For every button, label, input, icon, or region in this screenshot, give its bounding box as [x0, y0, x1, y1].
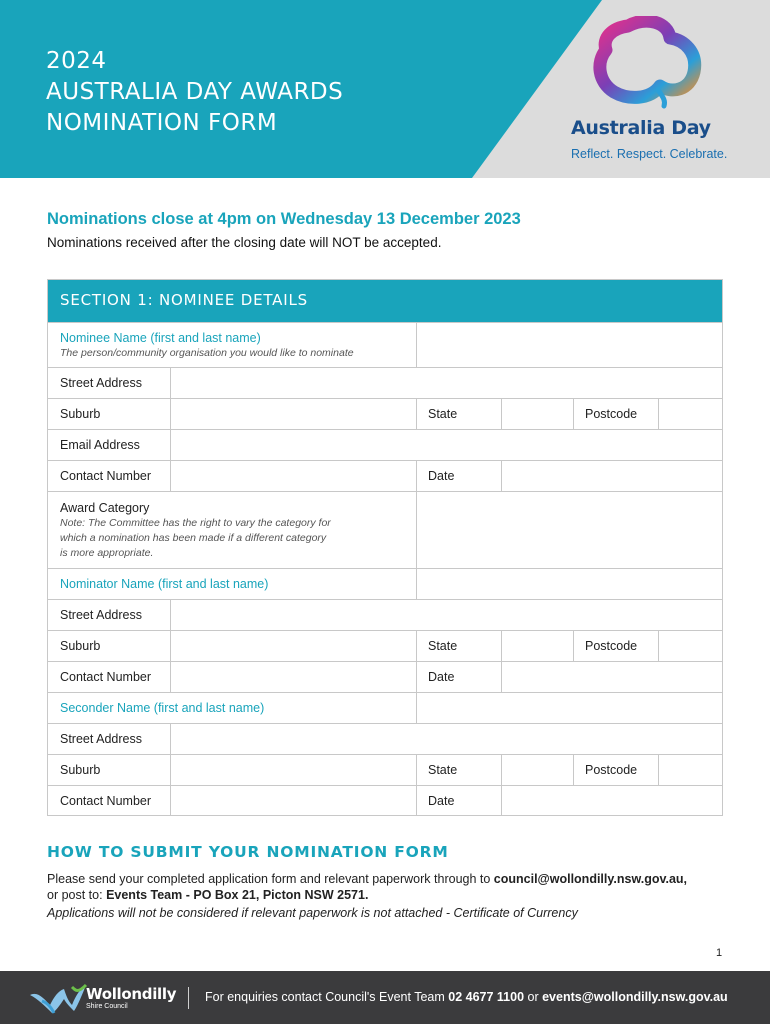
brand-tagline: Reflect. Respect. Celebrate. — [571, 147, 728, 161]
email-address-label: Email Address — [60, 438, 140, 452]
street-address-label: Street Address — [60, 376, 142, 390]
nominator-street-field[interactable] — [171, 600, 722, 630]
seconder-date-field[interactable] — [502, 786, 722, 816]
nominee-contact-field[interactable] — [171, 461, 416, 491]
australia-day-logo — [588, 16, 708, 111]
nominator-name-field[interactable] — [417, 569, 722, 599]
seconder-name-row — [48, 692, 722, 723]
seconder-state-field[interactable] — [502, 755, 573, 785]
council-email-link[interactable]: council@wollondilly.nsw.gov.au, — [493, 872, 688, 886]
seconder-suburb-field[interactable] — [171, 755, 416, 785]
nominee-email-row — [48, 429, 722, 460]
nominee-street-field[interactable] — [171, 368, 722, 398]
nominee-date-field[interactable] — [502, 461, 722, 491]
section-title: SECTION 1: NOMINEE DETAILS — [48, 280, 722, 322]
nominee-name-row — [48, 322, 722, 367]
award-category-label: Award Category — [60, 501, 150, 515]
seconder-name-field[interactable] — [417, 693, 722, 723]
award-category-field[interactable] — [417, 492, 722, 568]
street-address-label: Street Address — [60, 608, 142, 622]
date-label: Date — [428, 670, 455, 684]
postcode-label: Postcode — [585, 763, 638, 777]
nominee-street-row — [48, 367, 722, 398]
seconder-postcode-field[interactable] — [659, 755, 722, 785]
suburb-label: Suburb — [60, 407, 101, 421]
nominator-suburb-field[interactable] — [171, 631, 416, 661]
submit-heading: HOW TO SUBMIT YOUR NOMINATION FORM — [47, 843, 449, 861]
date-label: Date — [428, 469, 455, 483]
state-label: State — [428, 763, 458, 777]
form-title: 2024 AUSTRALIA DAY AWARDS NOMINATION FORM — [46, 48, 344, 136]
seconder-street-field[interactable] — [171, 724, 722, 754]
nominee-state-field[interactable] — [502, 399, 573, 429]
state-label: State — [428, 639, 458, 653]
seconder-contact-field[interactable] — [171, 786, 416, 816]
nominator-postcode-field[interactable] — [659, 631, 722, 661]
postcode-label: Postcode — [585, 639, 638, 653]
award-category-note-line1: Note: The Committee has the right to vary the category for — [60, 517, 331, 529]
nominator-date-field[interactable] — [502, 662, 722, 692]
page-number: 1 — [716, 947, 723, 959]
org-name: Wollondilly — [86, 985, 177, 1003]
seconder-suburb-row — [48, 754, 722, 785]
award-category-note-line2: which a nomination has been made if a different category — [60, 532, 327, 544]
suburb-label: Suburb — [60, 639, 101, 653]
wollondilly-logo-icon — [28, 981, 88, 1015]
seconder-street-row — [48, 723, 722, 754]
nominator-state-field[interactable] — [502, 631, 573, 661]
award-category-row — [48, 491, 722, 568]
footer-divider — [188, 987, 189, 1009]
seconder-name-label: Seconder Name (first and last name) — [60, 701, 265, 715]
closing-date-heading: Nominations close at 4pm on Wednesday 13 December 2023 — [47, 210, 521, 228]
seconder-contact-row — [48, 785, 722, 816]
contact-number-label: Contact Number — [60, 670, 152, 684]
nominee-name-note: The person/community organisation you would like to nominate — [60, 347, 354, 359]
footer-contact: For enquiries contact Council's Event Team 02 4677 1100 or events@wollondilly.nsw.gov.au — [205, 990, 728, 1004]
state-label: State — [428, 407, 458, 421]
date-label: Date — [428, 794, 455, 808]
footer — [0, 971, 770, 1024]
postcode-label: Postcode — [585, 407, 638, 421]
contact-number-label: Contact Number — [60, 469, 152, 483]
nominee-suburb-field[interactable] — [171, 399, 416, 429]
nominee-name-field[interactable] — [417, 323, 722, 367]
street-address-label: Street Address — [60, 732, 142, 746]
suburb-label: Suburb — [60, 763, 101, 777]
nominee-postcode-field[interactable] — [659, 399, 722, 429]
postal-address: Events Team - PO Box 21, Picton NSW 2571. — [106, 888, 369, 902]
nominator-name-row — [48, 568, 722, 599]
submit-instructions: Please send your completed application form and relevant paperwork through to council@wollondilly.nsw.gov.au, or post to: Events Team - PO Box 21, Picton NSW 2571. — [47, 872, 688, 902]
phone-number[interactable]: 02 4677 1100 — [448, 990, 525, 1004]
nominee-contact-row — [48, 460, 722, 491]
submit-note: Applications will not be considered if relevant paperwork is not attached - Certificate of Currency — [47, 906, 578, 920]
header-banner — [0, 0, 770, 178]
nominator-name-label: Nominator Name (first and last name) — [60, 577, 269, 591]
nominee-email-field[interactable] — [171, 430, 722, 460]
nominator-contact-field[interactable] — [171, 662, 416, 692]
nominator-suburb-row — [48, 630, 722, 661]
closing-date-note: Nominations received after the closing date will NOT be accepted. — [47, 235, 442, 250]
events-email-link[interactable]: events@wollondilly.nsw.gov.au — [542, 990, 728, 1004]
nominator-street-row — [48, 599, 722, 630]
award-category-note-line3: is more appropriate. — [60, 547, 154, 559]
nominee-suburb-row — [48, 398, 722, 429]
contact-number-label: Contact Number — [60, 794, 152, 808]
nominee-details-form — [47, 279, 723, 816]
nominator-contact-row — [48, 661, 722, 692]
brand-name: Australia Day — [571, 117, 711, 139]
nominee-name-label: Nominee Name (first and last name) — [60, 331, 261, 345]
org-subname: Shire Council — [86, 1003, 128, 1010]
